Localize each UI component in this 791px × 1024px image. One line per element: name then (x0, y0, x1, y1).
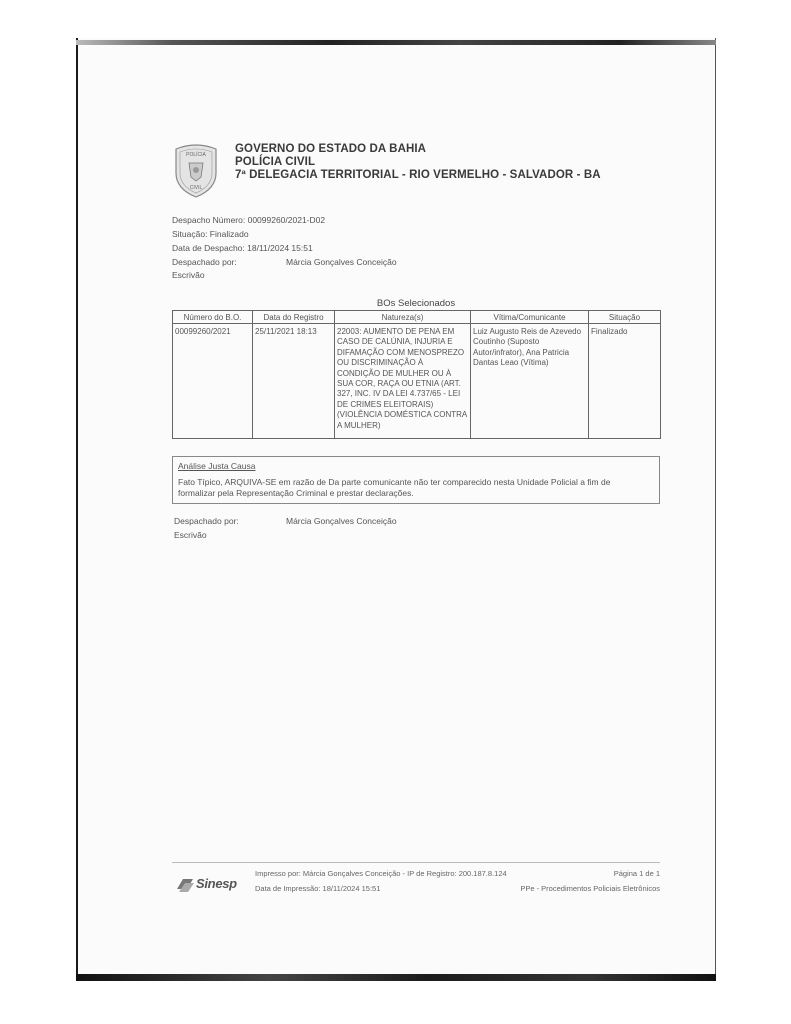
despachado-value: Márcia Gonçalves Conceição (286, 257, 397, 267)
footer-sistema: PPe - Procedimentos Policiais Eletrônicos (520, 884, 660, 893)
despacho-situacao: Situação: Finalizado (172, 229, 249, 239)
sinesp-logo-icon (174, 875, 196, 895)
header-precinct: 7ª DELEGACIA TERRITORIAL - RIO VERMELHO - SALVADOR - BA (235, 169, 601, 181)
bos-table (172, 310, 661, 439)
table-row (173, 324, 661, 439)
col-vitima: Vítima/Comunicante (471, 311, 589, 324)
police-badge-icon (172, 143, 220, 198)
cell-vitima: Luiz Augusto Reis de Azevedo Coutinho (Suposto Autor/infrator), Ana Patricia Dantas Leao (Vítima) (471, 324, 589, 439)
analise-text: Fato Típico, ARQUIVA-SE em razão de Da parte comunicante não ter comparecido nesta Unidade Policial a fim de formalizar pela Representação Criminal e prestar declarações. (178, 477, 611, 498)
despachado2-label: Despachado por: (174, 516, 239, 526)
analise-title: Análise Justa Causa (178, 461, 256, 471)
despachado-label: Despachado por: (172, 257, 237, 267)
col-numero: Número do B.O. (173, 311, 253, 324)
cell-data: 25/11/2021 18:13 (253, 324, 335, 439)
col-situacao: Situação (589, 311, 661, 324)
cell-situacao: Finalizado (589, 324, 661, 439)
despacho-numero: Despacho Número: 00099260/2021-D02 (172, 215, 326, 225)
footer-data-impressao: Data de Impressão: 18/11/2024 15:51 (255, 884, 381, 893)
col-data: Data do Registro (253, 311, 335, 324)
cell-numero: 00099260/2021 (173, 324, 253, 439)
footer-pagina: Página 1 de 1 (613, 869, 660, 878)
bos-title: BOs Selecionados (376, 298, 456, 309)
analise-box (172, 456, 660, 504)
despachado2-cargo: Escrivão (174, 530, 207, 540)
col-natureza: Natureza(s) (335, 311, 471, 324)
header-government: GOVERNO DO ESTADO DA BAHIA (235, 143, 427, 155)
despacho-cargo: Escrivão (172, 270, 205, 280)
badge-bottom-text: CIVIL (189, 185, 203, 191)
header-police: POLÍCIA CIVIL (235, 156, 316, 168)
footer-divider (172, 862, 660, 863)
sinesp-logo: Sinesp (196, 876, 237, 891)
table-header-row (173, 311, 661, 324)
despacho-data: Data de Despacho: 18/11/2024 15:51 (172, 243, 313, 253)
scan-edge-top (76, 40, 716, 45)
scan-edge-bottom (76, 974, 716, 981)
cell-natureza: 22003: AUMENTO DE PENA EM CASO DE CALÚNIA, INJURIA E DIFAMAÇÃO COM MENOSPREZO OU DISCRIMINAÇÃO À CONDIÇÃO DE MULHER OU À SUA COR, RAÇA OU ETNIA (ART. 327, INC. IV DA LEI 4.737/65 - LEI DE CRIMES ELEITORAIS) (VIOLÊNCIA DOMÉSTICA CONTRA A MULHER) (335, 324, 471, 439)
footer-impresso: Impresso por: Márcia Gonçalves Conceição - IP de Registro: 200.187.8.124 (255, 869, 507, 878)
badge-top-text: POLÍCIA (186, 152, 206, 158)
despachado2-value: Márcia Gonçalves Conceição (286, 516, 397, 526)
